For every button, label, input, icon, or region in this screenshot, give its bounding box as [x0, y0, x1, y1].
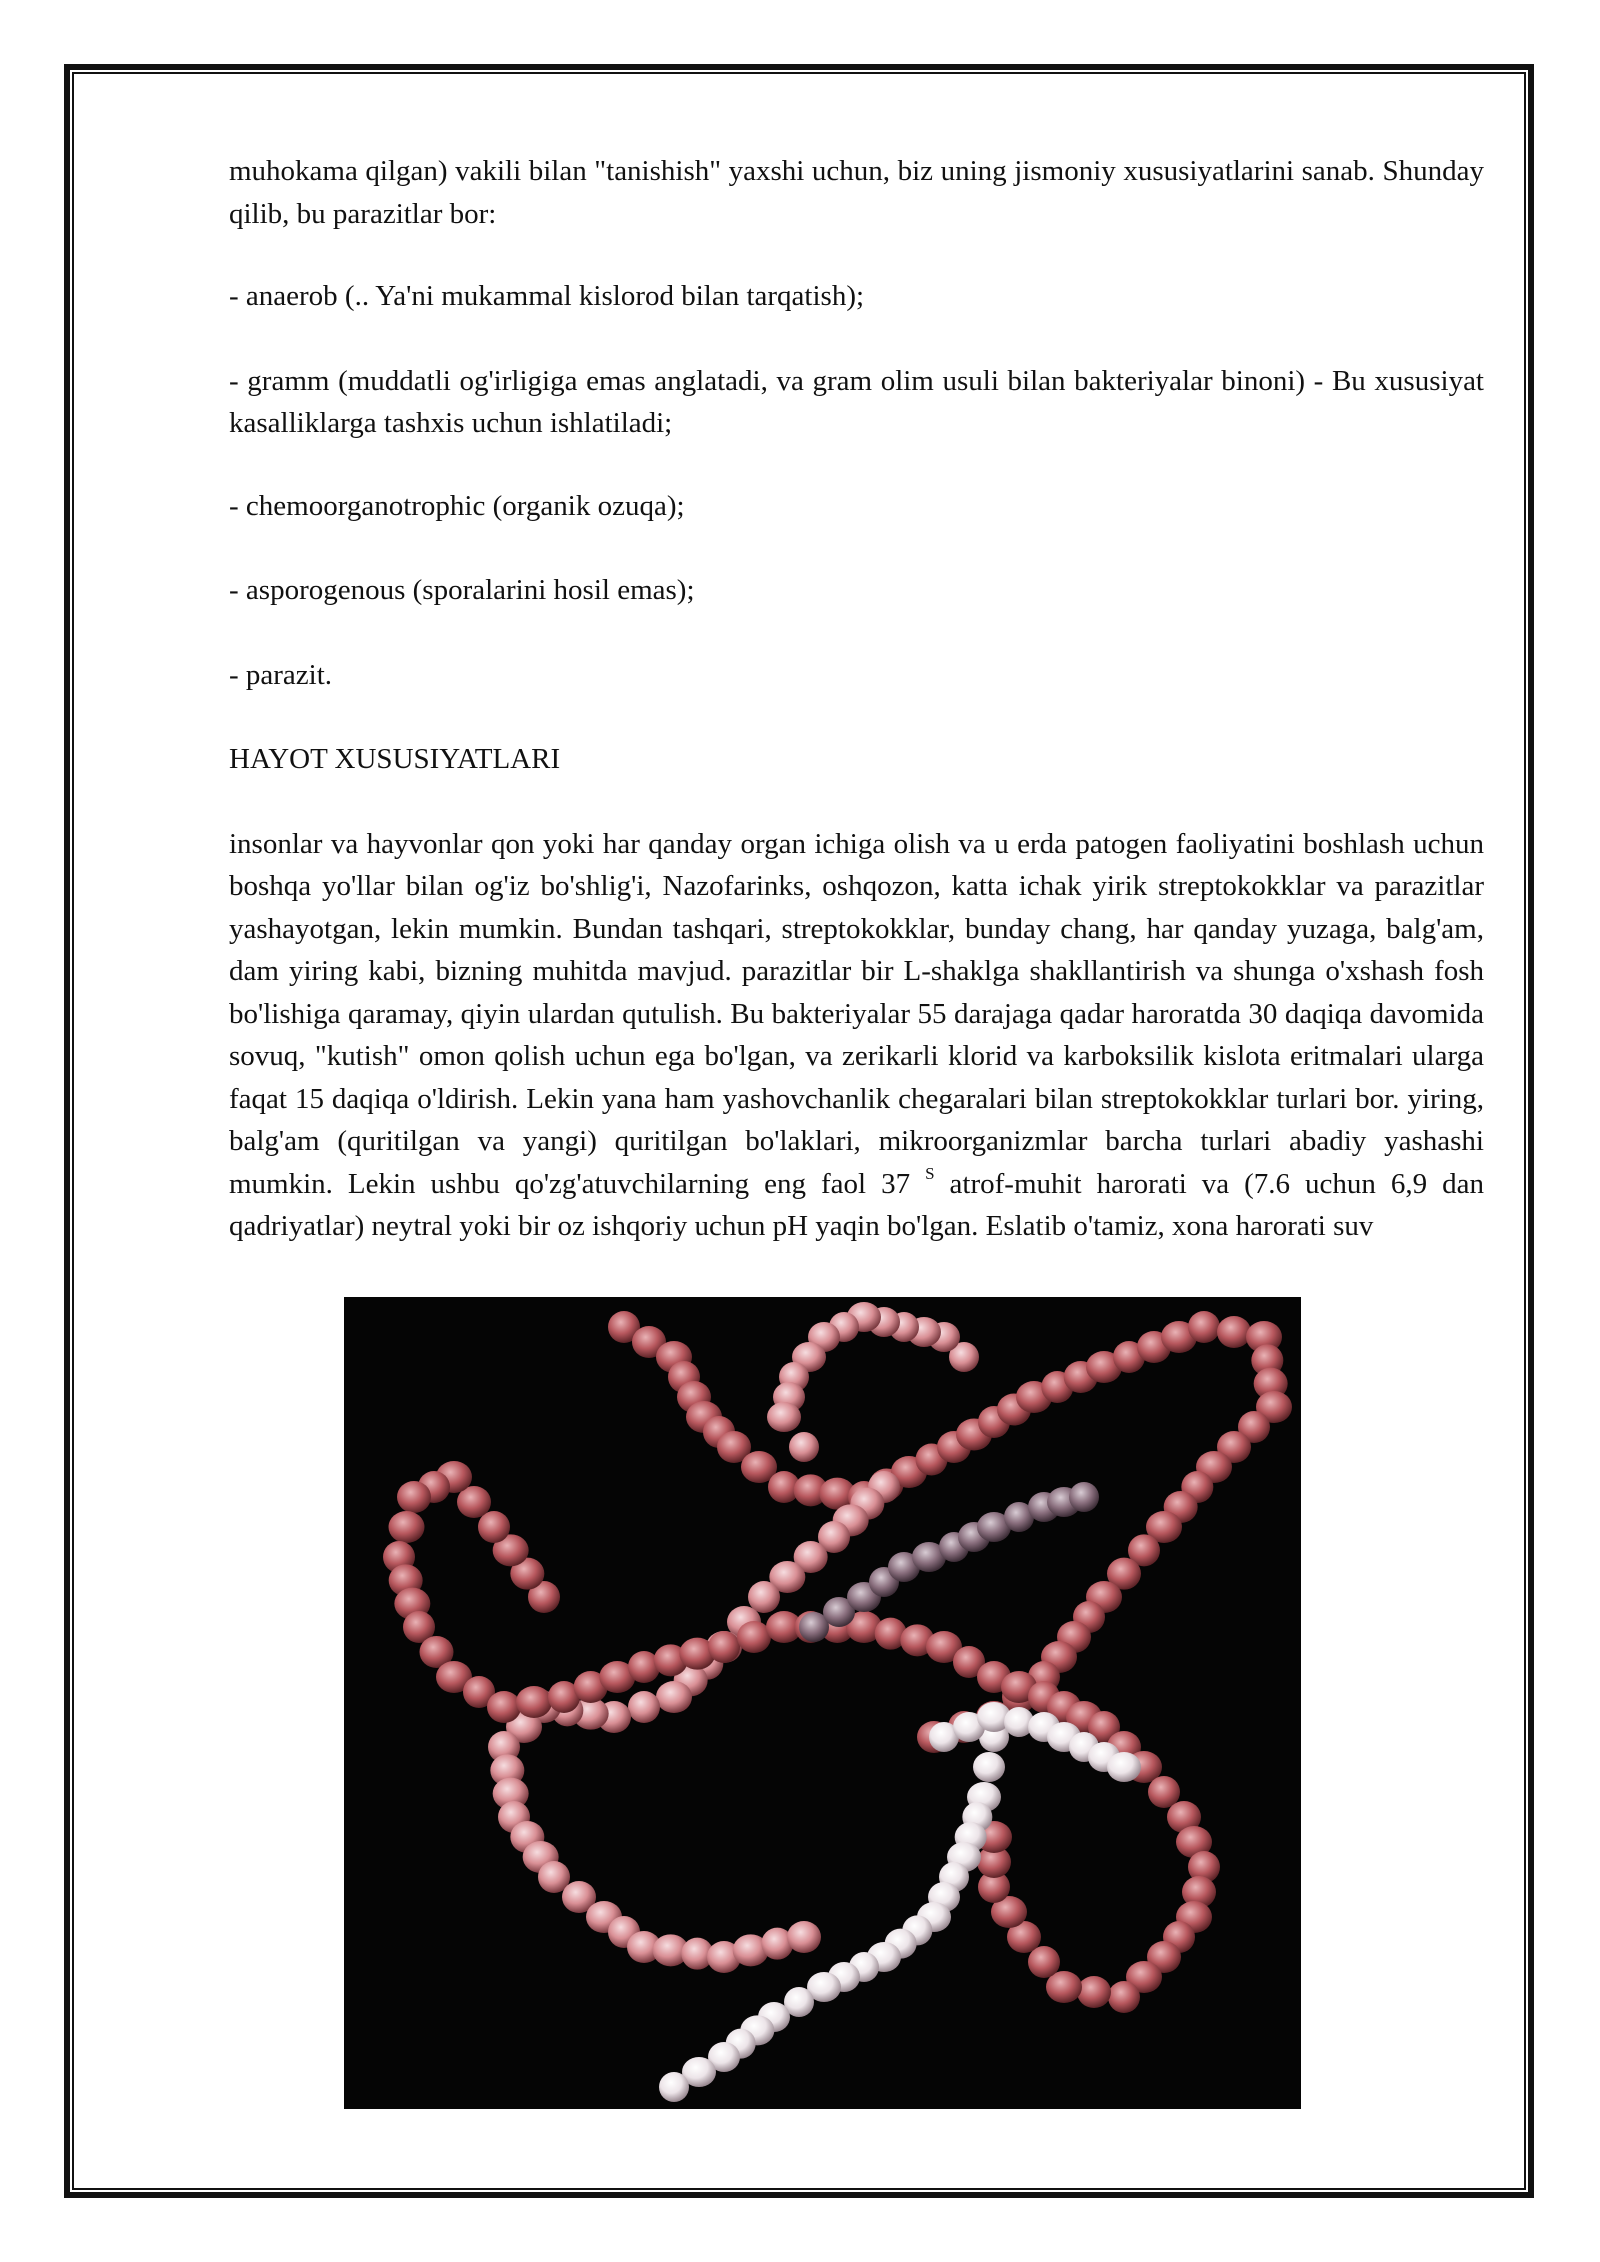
body-text-part1: insonlar va hayvonlar qon yoki har qanday organ ichiga olish va u erda patogen faoliyatini boshlash uchun boshqa yo'llar bilan og'iz bo'shlig'i, Nazofarinks, oshqozon, katta ichak yirik streptokokklar va parazitlar yashayotgan, lekin mumkin. Bundan tashqari, streptokokklar, bunday chang, har qanday yuzaga, balg'am, dam yiring kabi, bizning muhitda mavjud. parazitlar bir L-shaklga shakllantirish va shunga o'xshash fosh bo'lishiga qaramay, qiyin ulardan qutulish. Bu bakteriyalar 55 darajaga qadar haroratda 30 daqiqa davomida sovuq, "kutish" omon qolish uchun ega bo'lgan, va zerikarli klorid va karboksilik kislota eritmalari ularga faqat 15 daqiqa o'ldirish. Lekin yana ham yashovchanlik chegaralari bilan streptokokklar turlari bor. yiring, balg'am (quritilgan va yangi) quritilgan bo'laklari, mikroorganizmlar barcha turlari abadiy yashashi mumkin. Lekin ushbu qo'zg'atuvchilarning eng faol 37 — [229, 827, 1484, 1200]
coccus-cell — [1069, 1482, 1099, 1512]
intro-paragraph: muhokama qilgan) vakili bilan "tanishish" yaxshi uchun, biz uning jismoniy xususiyatlarini sanab. Shunday qilib, bu parazitlar bor: — [229, 155, 1484, 230]
bacteria-chain — [608, 1311, 1292, 1753]
coccus-cell — [656, 1681, 692, 1713]
body-paragraph — [229, 823, 1484, 1248]
coccus-cell — [708, 1631, 740, 1663]
list-item-asporogenous: - asporogenous (sporalarini hosil emas); — [229, 574, 695, 606]
coccus-cell — [1077, 1976, 1111, 2008]
coccus-cell — [1217, 1316, 1251, 1348]
coccus-cell — [1107, 1752, 1141, 1782]
coccus-cell — [1108, 1981, 1140, 2013]
coccus-cell — [789, 1432, 819, 1462]
list-item-parazit: - parazit. — [229, 658, 333, 691]
list-item-chemoorganotrophic: - chemoorganotrophic (organik ozuqa); — [229, 489, 685, 522]
bacteria-chain — [659, 1722, 1009, 2102]
bacteria-chain — [488, 1471, 900, 1973]
coccus-cell — [389, 1511, 425, 1543]
coccus-cell — [487, 1691, 521, 1723]
coccus-cell — [767, 1402, 801, 1432]
coccus-cell — [397, 1481, 431, 1513]
list-item-gramm: - gramm (muddatli og'irligiga emas anglatadi, va gram olim usuli bilan bakteriyalar binoni) - Bu xususiyat kasalliklarga tashxis uchun ishlatiladi; — [229, 364, 1484, 439]
coccus-cell — [659, 2072, 689, 2102]
coccus-cell — [516, 1686, 552, 1718]
coccus-cell — [787, 1921, 821, 1953]
list-item-anaerob: - anaerob (.. Ya'ni mukammal kislorod bilan tarqatish); — [229, 280, 865, 312]
coccus-cell — [478, 1511, 510, 1543]
coccus-cell — [748, 1581, 780, 1613]
coccus-cell — [1028, 1946, 1060, 1978]
coccus-cell — [973, 1752, 1005, 1782]
superscript-mark: S — [925, 1163, 935, 1183]
coccus-cell — [737, 1621, 771, 1653]
document-body — [229, 150, 1484, 1290]
section-heading: HAYOT XUSUSIYATLARI — [229, 743, 561, 775]
bacteria-chain-illustration — [344, 1297, 1301, 2109]
coccus-cell — [628, 1691, 660, 1723]
coccus-cell — [1188, 1311, 1220, 1343]
body-text-part2: atrof-muhit harorati va (7.6 uchun 6,9 dan qadriyatlar) neytral yoki bir oz ishqoriy uchun pH yaqin bo'lgan. Eslatib o'tamiz, xona harorati suv — [229, 1167, 1485, 1242]
streptococcus-micrograph — [344, 1297, 1301, 2109]
coccus-cell — [1148, 1776, 1180, 1808]
